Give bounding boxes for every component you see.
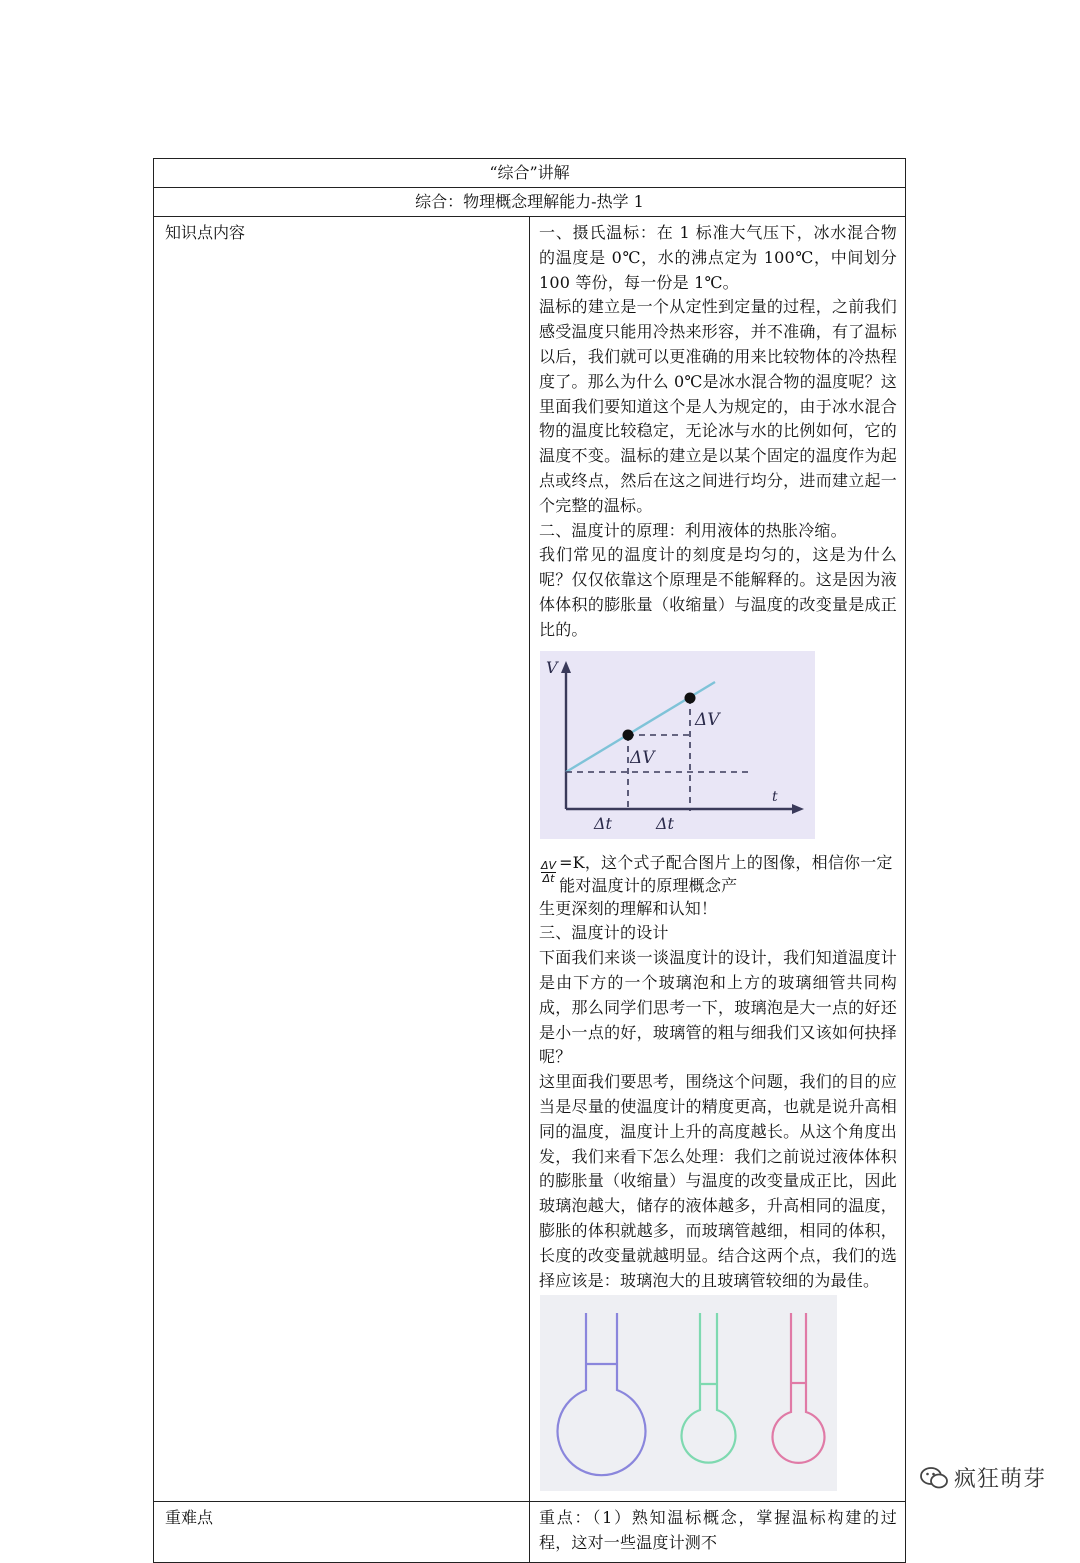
data-point-1: [623, 729, 634, 740]
volume-temperature-graph: [540, 651, 815, 839]
delta-fraction: [539, 860, 558, 885]
paragraph: 三、温度计的设计: [539, 923, 669, 943]
paragraph: 下面我们来谈一谈温度计的设计，我们知道温度计是由下方的一个玻璃泡和上方的玻璃细管共同构成，那么同学们思考一下，玻璃泡是大一点的好还是小一点的好，玻璃管的粗与细我们又该如何抉择呢？: [539, 948, 897, 1067]
row-label-knowledge: 知识点内容: [154, 217, 530, 1502]
row-label-key-points: 重难点: [154, 1502, 530, 1563]
watermark: [920, 1462, 1046, 1493]
formula-line: [539, 849, 897, 897]
paragraph: 这里面我们要思考，围绕这个问题，我们的目的应当是尽量的使温度计的精度更高，也就是说升高相同的温度，温度计上升的高度越长。从这个角度出发，我们来看下怎么处理：我们之前说过液体体积的膨胀量（收缩量）与温度的改变量成正比，因此玻璃泡越大，储存的液体越多，升高相同的温度，膨胀的体积就越多，而玻璃管越细，相同的体积，长度的改变量就越明显。结合这两个点，我们的选择应该是：玻璃泡大的且玻璃管较细的为最佳。: [539, 1072, 897, 1290]
table-title: “综合”讲解: [154, 159, 906, 188]
key-points-content: [530, 1502, 906, 1563]
graph-background: [540, 651, 815, 839]
delta-t-label-right: Δt: [656, 813, 674, 833]
paragraph: 二、温度计的原理：利用液体的热胀冷缩。: [539, 520, 847, 540]
lecture-table: [153, 158, 906, 1563]
wechat-icon: [920, 1466, 948, 1490]
delta-v-label-lower: ΔV: [630, 747, 655, 768]
paragraph: 一、摄氏温标：在 1 标准大气压下，冰水混合物的温度是 0℃，水的沸点定为 100℃，中间划分 100 等份，每一份是 1℃。: [539, 223, 897, 292]
paragraph: 生更深刻的理解和认知！: [539, 898, 718, 918]
thermometer-bulbs-figure: [540, 1295, 837, 1491]
watermark-text: 疯狂萌芽: [953, 1467, 1046, 1492]
x-axis-label: t: [772, 788, 778, 805]
paragraph: 我们常见的温度计的刻度是均匀的，这是为什么呢？仅仅依靠这个原理是不能解释的。这是因为液体体积的膨胀量（收缩量）与温度的改变量是成正比的。: [539, 545, 897, 639]
table-subtitle: 综合：物理概念理解能力-热学 1: [154, 188, 906, 217]
paragraph: 温标的建立是一个从定性到定量的过程，之前我们感受温度只能用冷热来形容，并不准确，有了温标以后，我们就可以更准确的用来比较物体的冷热程度了。那么为什么 0℃是冰水混合物的温度呢？这里面我们要知道这个是人为规定的，由于冰水混合物的温度比较稳定，无论冰与水的比例如何，它的温度不变。温标的建立是以某个固定的温度作为起点或终点，然后在这之间进行均分，进而建立起一个完整的温标。: [539, 297, 897, 515]
delta-v-label-upper: ΔV: [695, 709, 720, 730]
y-axis-label: V: [546, 657, 558, 677]
paragraph: 重点：（1）熟知温标概念，掌握温标构建的过程，这对一些温度计测不: [539, 1508, 897, 1553]
fraction-denominator: Δt: [542, 872, 555, 886]
delta-t-label-left: Δt: [594, 813, 612, 833]
formula-text: =K，这个式子配合图片上的图像，相信你一定能对温度计的原理概念产: [559, 852, 893, 895]
fraction-numerator: ΔV: [541, 859, 557, 873]
data-point-2: [685, 692, 696, 703]
knowledge-content: [530, 217, 906, 1502]
